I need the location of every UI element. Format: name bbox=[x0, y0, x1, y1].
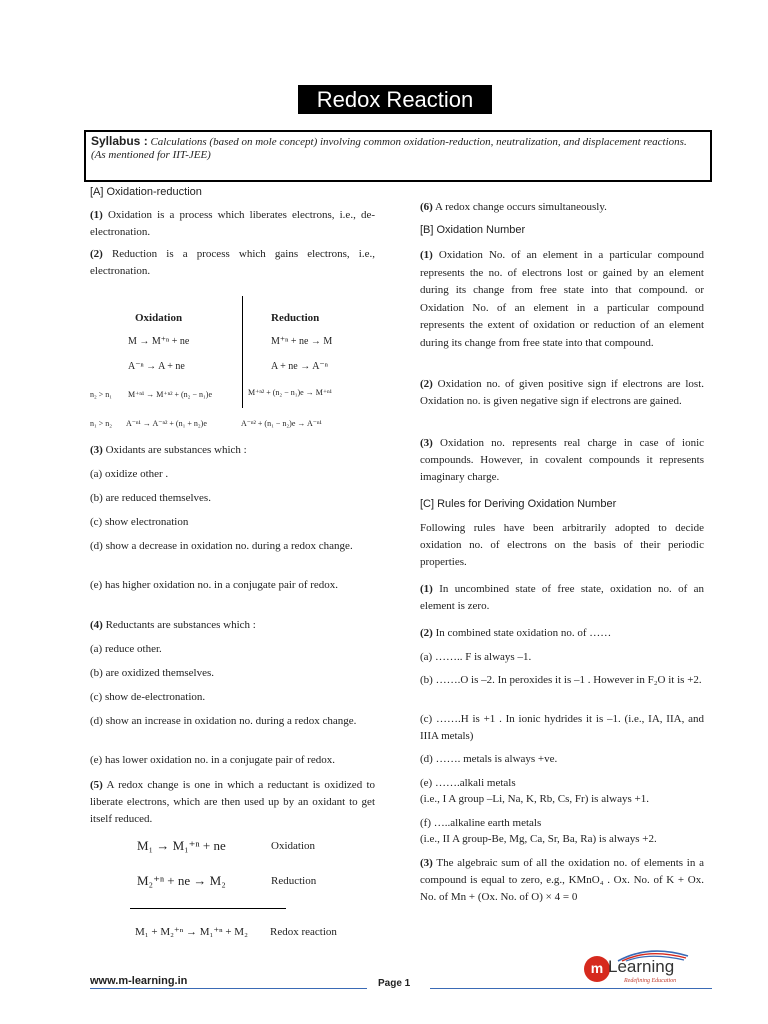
footer-rule-right bbox=[430, 988, 712, 989]
paragraph-number: (1) bbox=[420, 249, 433, 261]
paragraph-text: A redox change occurs simultaneously. bbox=[434, 201, 607, 213]
paragraph-text: The algebraic sum of all the oxidation no. of elements in a compound is equal to zero, e.g., KMnO₄ . Ox. No. of K + Ox. No. of Mn + (Ox. No. of O) × 4 = 0 bbox=[420, 857, 704, 903]
paragraph-oxidants bbox=[90, 442, 375, 459]
paragraph-text: Oxidation no. of given positive sign if electrons are lost. Oxidation no. is given negative sign if electrons are gained. bbox=[420, 378, 705, 407]
paragraph-redox-change bbox=[90, 777, 375, 828]
equation-label: Redox reaction bbox=[270, 926, 337, 938]
paragraph-simultaneous bbox=[420, 199, 704, 216]
list-item: (a) …….. F is always –1. bbox=[420, 651, 532, 663]
table-cell: M⁺ⁿ¹ → M⁺ⁿ² + (n₂ − n₁)e bbox=[128, 390, 212, 399]
equation-divider bbox=[130, 908, 286, 909]
paragraph-number: (5) bbox=[90, 779, 103, 791]
list-item: (a) oxidize other . bbox=[90, 468, 169, 480]
equation-label: Oxidation bbox=[271, 840, 315, 852]
list-item: (d) show an increase in oxidation no. during a redox change. bbox=[90, 715, 357, 727]
paragraph-number: (2) bbox=[90, 248, 103, 260]
table-cell: A⁻ⁿ¹ → A⁻ⁿ² + (n₁ + n₂)e bbox=[126, 419, 207, 428]
paragraph-number: (4) bbox=[90, 619, 103, 631]
syllabus-box bbox=[84, 130, 712, 182]
page-number: Page 1 bbox=[378, 978, 411, 989]
equation-oxidation: M₁ → M₁⁺ⁿ + ne bbox=[137, 838, 226, 853]
paragraph-text: In uncombined state of free state, oxidation no. of an element is zero. bbox=[420, 583, 705, 612]
syllabus-text: Calculations (based on mole concept) involving common oxidation-reduction, neutralization, and displacement reactions. bbox=[150, 136, 687, 148]
equation-redox: M₁ + M₂⁺ⁿ → M₁⁺ⁿ + M₂ bbox=[135, 926, 248, 938]
paragraph-number: (1) bbox=[420, 583, 433, 595]
paragraph-number: (3) bbox=[420, 857, 433, 869]
paragraph-rules-intro: Following rules have been arbitrarily adopted to decide oxidation no. of electrons on the basis of their periodic properties. bbox=[420, 522, 704, 568]
table-condition: n₁ > n₂ bbox=[90, 419, 113, 428]
list-item: (b) …….O is –2. In peroxides it is –1 . However in F₂O it is +2. bbox=[420, 674, 702, 686]
m-learning-logo bbox=[584, 948, 694, 988]
paragraph-number: (1) bbox=[90, 209, 103, 221]
footer-website-link[interactable]: www.m-learning.in bbox=[90, 975, 188, 987]
heading-oxidation-number: [B] Oxidation Number bbox=[420, 224, 526, 236]
table-cell: M⁺ⁿ² + (n₂ − n₁)e → M⁺ⁿ¹ bbox=[248, 388, 332, 397]
list-item: (d) show a decrease in oxidation no. during a redox change. bbox=[90, 540, 353, 552]
logo-mark: m bbox=[584, 956, 610, 982]
list-item: (b) are oxidized themselves. bbox=[90, 667, 215, 679]
list-item: (c) …….H is +1 . In ionic hydrides it is –1. (i.e., IA, IIA, and IIIA metals) bbox=[420, 713, 704, 742]
logo-tagline: Redefining Education bbox=[624, 978, 677, 984]
paragraph-number: (6) bbox=[420, 201, 433, 213]
paragraph-rule-1 bbox=[420, 581, 704, 615]
list-item: (i.e., I A group –Li, Na, K, Rb, Cs, Fr) is always +1. bbox=[420, 793, 649, 805]
paragraph-reductants bbox=[90, 617, 375, 634]
table-cell: A⁻ⁿ → A + ne bbox=[128, 361, 185, 372]
table-cell: M⁺ⁿ + ne → M bbox=[271, 336, 333, 347]
paragraph-reduction bbox=[90, 246, 375, 280]
table-header-oxidation: Oxidation bbox=[135, 312, 183, 324]
table-divider bbox=[242, 296, 243, 408]
paragraph-text: Reductants are substances which : bbox=[105, 619, 256, 631]
table-cell: M → M⁺ⁿ + ne bbox=[128, 336, 190, 347]
syllabus-note: (As mentioned for IIT-JEE) bbox=[91, 149, 211, 161]
logo-name: Learning bbox=[608, 957, 675, 976]
list-item: (f) …..alkaline earth metals bbox=[420, 817, 542, 829]
table-header-reduction: Reduction bbox=[271, 312, 320, 324]
list-item: (e) has higher oxidation no. in a conjugate pair of redox. bbox=[90, 579, 339, 591]
paragraph-text: In combined state oxidation no. of …… bbox=[435, 627, 612, 639]
paragraph-number: (3) bbox=[420, 437, 433, 449]
paragraph-number: (3) bbox=[90, 444, 103, 456]
syllabus-label: Syllabus : bbox=[91, 134, 148, 148]
list-item: (c) show electronation bbox=[90, 516, 189, 528]
list-item: (e) has lower oxidation no. in a conjugate pair of redox. bbox=[90, 754, 335, 766]
paragraph-text: Oxidants are substances which : bbox=[105, 444, 247, 456]
list-item: (e) …….alkali metals bbox=[420, 777, 516, 789]
paragraph-rule-2 bbox=[420, 625, 704, 642]
paragraph-ox-no-charge bbox=[420, 435, 704, 486]
paragraph-text: Oxidation No. of an element in a particular compound represents the no. of electrons lost or gained by an element during its change from free state into that compound. or Oxidation No. of an element in a particular compound represents the extent of oxidation or reduction of an element during its change from free state into that compound. bbox=[420, 249, 705, 349]
heading-rules: [C] Rules for Deriving Oxidation Number bbox=[420, 498, 617, 510]
paragraph-number: (2) bbox=[420, 627, 433, 639]
list-item: (b) are reduced themselves. bbox=[90, 492, 211, 504]
list-item: (c) show de-electronation. bbox=[90, 691, 206, 703]
paragraph-oxidation bbox=[90, 207, 375, 241]
paragraph-text: Oxidation is a process which liberates electrons, i.e., de-electronation. bbox=[90, 209, 375, 238]
footer-rule-left bbox=[90, 988, 367, 989]
equation-label: Reduction bbox=[271, 875, 317, 887]
paragraph-text: Reduction is a process which gains electrons, i.e., electronation. bbox=[90, 248, 375, 277]
paragraph-rule-3 bbox=[420, 855, 704, 906]
list-item: (d) ……. metals is always +ve. bbox=[420, 753, 558, 765]
paragraph-number: (2) bbox=[420, 378, 433, 390]
list-item: (a) reduce other. bbox=[90, 643, 162, 655]
paragraph-ox-no-definition bbox=[420, 247, 704, 353]
paragraph-text: Oxidation no. represents real charge in case of ionic compounds. However, in covalent compounds it represents imaginary charge. bbox=[420, 437, 705, 483]
paragraph-ox-no-sign bbox=[420, 376, 704, 410]
table-condition: n₂ > n₁ bbox=[90, 390, 113, 399]
list-item: (i.e., II A group-Be, Mg, Ca, Sr, Ba, Ra) is always +2. bbox=[420, 833, 657, 845]
table-cell: A + ne → A⁻ⁿ bbox=[271, 361, 328, 372]
paragraph-text: A redox change is one in which a reductant is oxidized to liberate electrons, which are then used up by an oxidant to get itself reduced. bbox=[90, 779, 375, 825]
table-cell: A⁻ⁿ² + (n₁ − n₂)e → A⁻ⁿ¹ bbox=[241, 419, 322, 428]
equation-reduction: M₂⁺ⁿ + ne → M₂ bbox=[137, 873, 226, 888]
heading-oxidation-reduction: [A] Oxidation-reduction bbox=[90, 186, 202, 198]
page-title: Redox Reaction bbox=[298, 85, 492, 114]
